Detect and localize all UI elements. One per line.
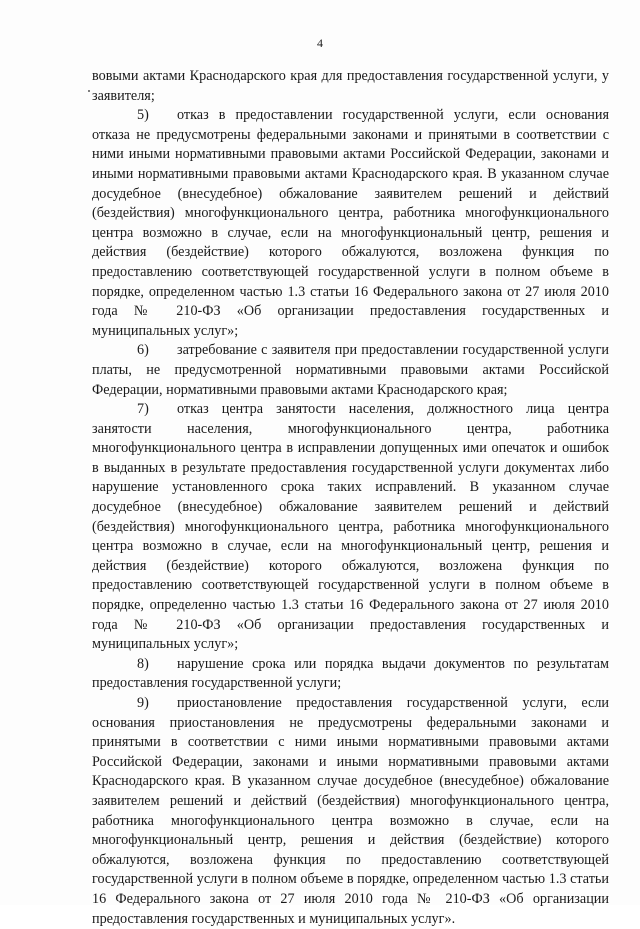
item-number: 6) [137,342,149,359]
list-item-6 [92,341,609,400]
document-body [92,67,609,929]
margin-dot [88,90,90,92]
item-text: нарушение срока или порядка выдачи документов по результатам предоставления государственной услуги; [92,655,609,692]
item-text: затребование с заявителя при предоставлении государственной услуги платы, не предусмотренной нормативными правовыми актами Российской Федерации, нормативными правовыми актами Краснодарского края; [92,342,609,398]
intro-paragraph: вовыми актами Краснодарского края для предоставления государственной услуги, у заявителя; [92,68,609,104]
list-item-8 [92,655,609,694]
page-number: 4 [317,36,323,50]
item-number: 9) [137,695,149,711]
list-item-5 [92,106,609,341]
list-item-9 [92,694,609,929]
item-text: отказ в предоставлении государственной услуги, если основания отказа не предусмотрены федеральными законами и принятыми в соответствии с ними иными нормативными правовыми актами Российской Федерации, законами и иными нормативными правовыми актами Краснодарского края. В указанном случае досудебное (внесудебное) обжалование заявителем решений и действий (бездействия) многофункционального центра, работника многофункционального центра возможно в случае, если на многофункциональный центр, решения и действия (бездействие) которого обжалуются, возложена функция по предоставлению соответствующей государственной услуги в полном объеме в порядке, определенном частью 1.3 статьи 16 Федерального закона от 27 июля 2010 года № 210-ФЗ «Об организации предоставления государственных и муниципальных услуг»; [92,107,609,339]
item-number: 5) [137,107,149,124]
item-text: отказ центра занятости населения, должностного лица центра занятости населения, многофункционального центра, работника многофункционального центра в исправлении допущенных ими опечаток и ошибок в выданных в результате предоставления государственной услуги документах либо нарушение установленного срока таких исправлений. В указанном случае досудебное (внесудебное) обжалование заявителем решений и действий (бездействия) многофункционального центра, работника многофункционального центра возможно в случае, если на многофункциональный центр, решения и действия (бездействие) которого обжалуются, возложена функция по предоставлению соответствующей государственной услуги в полном объеме в порядке, определенно частью 1.3 статьи 16 Федерального закона от 27 июля 2010 года № 210-ФЗ «Об организации предоставления государственных и муниципальных услуг»; [92,401,609,653]
item-text: приостановление предоставления государственной услуги, если основания приостановления не предусмотрены федеральными законами и принятыми в соответствии с ними иными нормативными правовыми актами Российской Федерации, законами и иными нормативными правовыми актами Краснодарского края. В указанном случае досудебное (внесудебное) обжалование заявителем решений и действий (бездействия) многофункционального центра, работника многофункционального центра возможно в случае, если на многофункциональный центр, решения и действия (бездействие) которого обжалуются, возложена функция по предоставлению соответствующей государственной услуги в полном объеме в порядке, определенном частью 1.3 статьи 16 Федерального закона от 27 июля 2010 года № 210-ФЗ «Об организации предоставления государственных и муниципальных услуг». [92,695,609,927]
item-number: 8) [137,655,149,672]
list-item-7 [92,400,609,655]
item-number: 7) [137,401,149,418]
